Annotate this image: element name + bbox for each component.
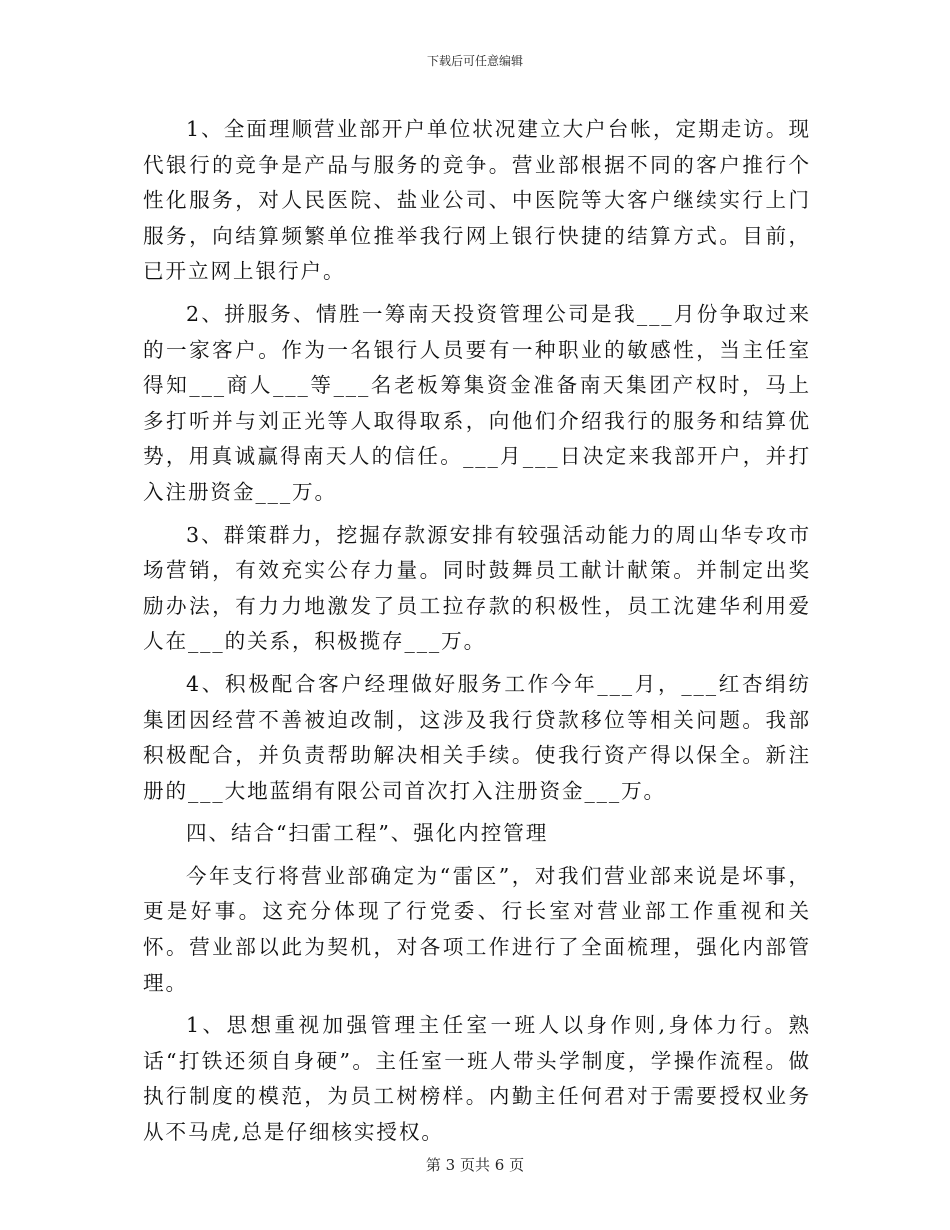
paragraph-5: 今年支行将营业部确定为“雷区”，对我们营业部来说是坏事，更是好事。这充分体现了行党委、行长室对营业部工作重视和关怀。营业部以此为契机，对各项工作进行了全面梳理，强化内部管理。 <box>143 863 811 995</box>
document-body <box>143 112 811 1158</box>
page-number: 第 3 页共 6 页 <box>425 1156 525 1174</box>
page-header-note: 下载后可任意编辑 <box>426 54 523 68</box>
paragraph-4: 4、积极配合客户经理做好服务工作今年___月，___红杏绢纺集团因经营不善被迫改制，这涉及我行贷款移位等相关问题。我部积极配合，并负责帮助解决相关手续。使我行资产得以保全。新注册的___大地蓝绢有限公司首次打入注册资金___万。 <box>143 671 811 803</box>
paragraph-3: 3、群策群力，挖掘存款源安排有较强活动能力的周山华专攻市场营销，有效充实公存力量。同时鼓舞员工献计献策。并制定出奖励办法，有力力地激发了员工拉存款的积极性，员工沈建华利用爱人在___的关系，积极揽存___万。 <box>143 522 811 654</box>
paragraph-6: 1、思想重视加强管理主任室一班人以身作则,身体力行。熟话“打铁还须自身硬”。主任室一班人带头学制度，学操作流程。做执行制度的模范，为员工树榜样。内勤主任何君对于需要授权业务从不马虎,总是仔细核实授权。 <box>143 1013 811 1145</box>
paragraph-1: 1、全面理顺营业部开户单位状况建立大户台帐，定期走访。现代银行的竞争是产品与服务的竞争。营业部根据不同的客户推行个性化服务，对人民医院、盐业公司、中医院等大客户继续实行上门服务，向结算频繁单位推举我行网上银行快捷的结算方式。目前，已开立网上银行户。 <box>143 117 811 284</box>
section-heading: 四、结合“扫雷工程”、强化内控管理 <box>186 821 549 846</box>
paragraph-2: 2、拼服务、情胜一筹南天投资管理公司是我___月份争取过来的一家客户。作为一名银行人员要有一种职业的敏感性，当主任室得知___商人___等___名老板筹集资金准备南天集团产权时，马上多打听并与刘正光等人取得取系，向他们介绍我行的服务和结算优势，用真诚赢得南天人的信任。___月___日决定来我部开户，并打入注册资金___万。 <box>143 301 811 504</box>
